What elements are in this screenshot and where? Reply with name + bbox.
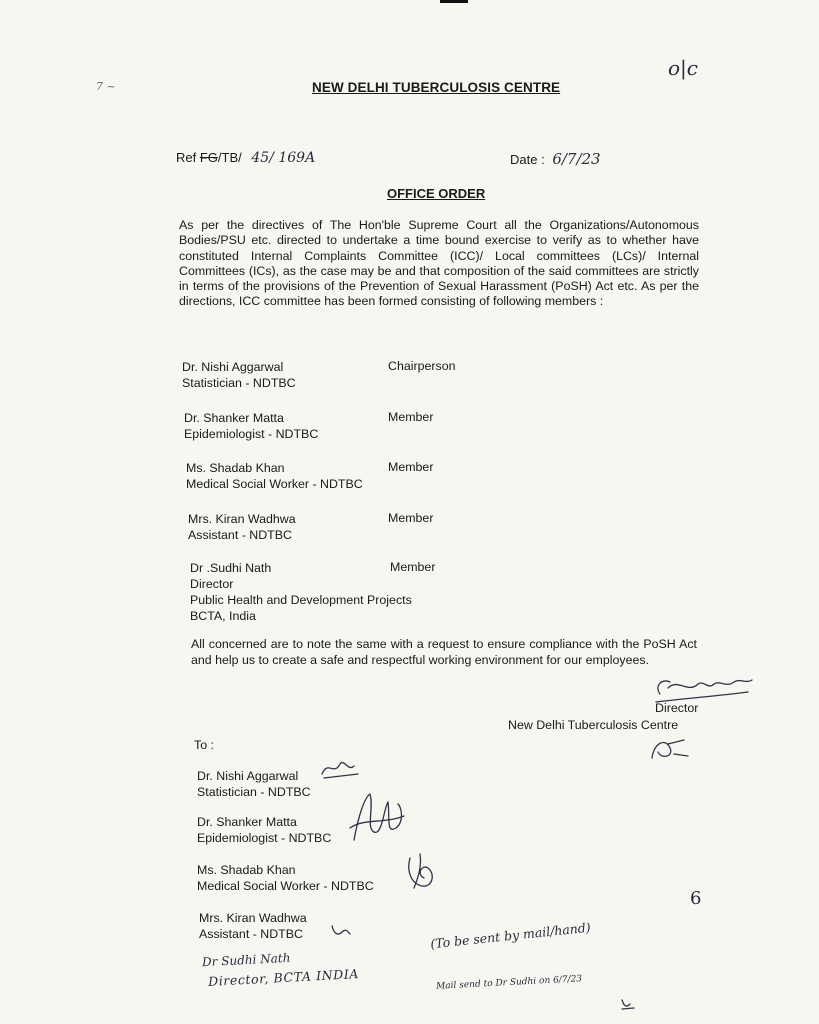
initials-mark xyxy=(644,734,692,764)
member-1-designation: Statistician - NDTBC xyxy=(182,376,296,390)
recipient-4-designation: Assistant - NDTBC xyxy=(199,927,303,941)
recipient-3-name: Ms. Shadab Khan xyxy=(197,863,296,877)
member-1-role: Chairperson xyxy=(388,359,456,373)
to-label: To : xyxy=(194,738,214,752)
reference-number xyxy=(176,150,315,166)
handwritten-mail-note: Mail send to Dr Sudhi on 6/7/23 xyxy=(435,974,583,992)
recipient-1-signature xyxy=(318,756,362,782)
member-2-designation: Epidemiologist - NDTBC xyxy=(184,427,319,441)
signatory-title: Director xyxy=(655,701,699,715)
member-5-designation-line2: Public Health and Development Projects xyxy=(190,593,412,607)
recipient-2-name: Dr. Shanker Matta xyxy=(197,815,297,829)
order-body-paragraph: As per the directives of The Hon'ble Supreme Court all the Organizations/Autonomous Bodies/PSU etc. directed to undertake a time bound exercise to verify as to whether have constituted Internal Complaints Committee (ICC)/ Local committees (LCs)/ Internal Committees (ICs), as the case may be and that composition of the said committees are strictly in terms of the provisions of the Prevention of Sexual Harassment (PoSH) Act etc. As per the directions, ICC committee has been formed consisting of following members : xyxy=(179,218,699,309)
member-3-role: Member xyxy=(388,460,434,474)
recipient-3-signature xyxy=(398,848,444,892)
member-3-name: Ms. Shadab Khan xyxy=(186,461,285,475)
page-number: 6 xyxy=(690,888,702,909)
reference-label: Ref xyxy=(176,150,197,165)
recipient-3-designation: Medical Social Worker - NDTBC xyxy=(197,879,374,893)
recipient-4-name: Mrs. Kiran Wadhwa xyxy=(199,911,307,925)
member-4-role: Member xyxy=(388,511,434,525)
office-order-heading: OFFICE ORDER xyxy=(387,186,486,201)
recipient-1-designation: Statistician - NDTBC xyxy=(197,785,311,799)
reference-struck-prefix: FG xyxy=(199,150,218,165)
member-4-name: Mrs. Kiran Wadhwa xyxy=(188,512,296,526)
recipient-1-name: Dr. Nishi Aggarwal xyxy=(197,769,299,783)
member-5-role: Member xyxy=(390,560,436,574)
reference-handwritten-number: 45/ 169A xyxy=(251,150,316,166)
member-5-designation-line1: Director xyxy=(190,577,234,591)
recipient-4-signature xyxy=(328,920,354,940)
handwritten-recipient-name: Dr Sudhi Nath xyxy=(201,950,291,970)
recipient-2-designation: Epidemiologist - NDTBC xyxy=(197,831,332,845)
scan-mark xyxy=(440,0,468,3)
handwritten-dispatch-note: (To be sent by mail/hand) xyxy=(429,919,592,952)
date-handwritten-value: 6/7/23 xyxy=(552,150,601,168)
closing-paragraph: All concerned are to note the same with a request to ensure compliance with the PoSH Act and help us to create a safe and respectful working environment for our employees. xyxy=(191,637,697,667)
handwritten-oc-note: o|c xyxy=(668,56,698,80)
date-label: Date : xyxy=(510,152,545,167)
order-date xyxy=(510,150,601,168)
handwritten-recipient-designation: Director, BCTA INDIA xyxy=(207,966,360,989)
organization-title: NEW DELHI TUBERCULOSIS CENTRE xyxy=(312,80,561,95)
handwritten-initial-mark xyxy=(618,996,638,1012)
member-2-role: Member xyxy=(388,410,434,424)
member-5-designation-line3: BCTA, India xyxy=(190,609,256,623)
handwritten-margin-mark: 7 ~ xyxy=(96,80,116,93)
member-3-designation: Medical Social Worker - NDTBC xyxy=(186,477,363,491)
member-5-name: Dr .Sudhi Nath xyxy=(190,561,272,575)
member-4-designation: Assistant - NDTBC xyxy=(188,528,292,542)
reference-prefix: /TB/ xyxy=(217,150,242,165)
signatory-organization: New Delhi Tuberculosis Centre xyxy=(508,718,679,732)
member-1-name: Dr. Nishi Aggarwal xyxy=(182,360,284,374)
member-2-name: Dr. Shanker Matta xyxy=(184,411,284,425)
recipient-2-signature xyxy=(344,788,410,848)
